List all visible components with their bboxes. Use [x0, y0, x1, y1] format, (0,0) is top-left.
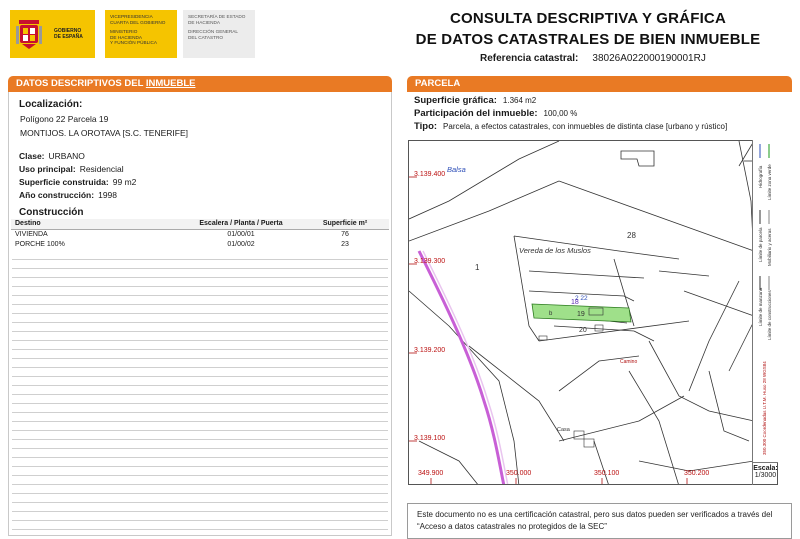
reference-label: Referencia catastral:	[480, 53, 579, 64]
parcel-type-label: Tipo:	[414, 121, 438, 132]
secretaria-line: DE HACIENDA	[188, 19, 221, 25]
graphic-area-value: 1.364 m2	[502, 96, 537, 105]
ministry-line: Y FUNCIÓN PÚBLICA	[110, 40, 158, 46]
label-parcel-28: 28	[627, 231, 636, 240]
government-logo	[10, 10, 95, 58]
parcel-section-title: PARCELA	[415, 78, 461, 89]
ministry-line: VICEPRESIDENCIA	[110, 14, 153, 19]
cell-destino: VIVIENDA	[15, 230, 48, 238]
label-casa: Casa	[557, 427, 570, 433]
section-title-prefix: DATOS DESCRIPTIVOS DEL	[16, 78, 146, 89]
ministry-line: MINISTERIO	[110, 29, 138, 35]
construction-table	[11, 219, 389, 249]
graphic-area-label: Superficie gráfica:	[414, 95, 497, 106]
location-line-2: MONTIJOS. LA OROTAVA [S.C. TENERIFE]	[20, 128, 188, 138]
label-parcel-20: 20	[579, 327, 587, 334]
main-use-field	[19, 164, 124, 174]
label-camino: Camino	[620, 359, 638, 365]
legend-item: Límite de manzana	[758, 287, 763, 326]
class-value: URBANO	[48, 151, 85, 161]
cell-superficie: 23	[341, 240, 349, 248]
cadastral-map-drawing	[409, 141, 778, 485]
scale-value: 1/3000	[754, 472, 777, 479]
legend-item: Límite de construcciones	[767, 290, 772, 340]
label-parcel-19: 19	[577, 311, 585, 318]
legend-item: Mobiliario y aceras	[767, 228, 772, 266]
table-row	[11, 229, 389, 239]
parcel-header	[407, 76, 792, 92]
disclaimer-note: Este documento no es una certificación catastral, pero sus datos pueden ser verificados a través del “Acceso a datos catastrales no protegidos de la SEC”	[407, 503, 792, 539]
label-balsa: Balsa	[447, 165, 466, 174]
reference-value: 38026A022000190001RJ	[592, 53, 706, 64]
x-coord-label: 350.100	[594, 470, 620, 477]
table-row	[11, 239, 389, 249]
y-coord-label: 3.139.300	[414, 258, 446, 265]
built-area-label: Superficie construida:	[19, 177, 109, 187]
map-scale	[752, 462, 778, 485]
column-header-destino: Destino	[11, 219, 181, 229]
gov-line-2: DE ESPAÑA	[54, 34, 83, 40]
built-area-field	[19, 177, 136, 187]
construction-year-label: Año construcción:	[19, 190, 95, 200]
label-parcel-b: b	[549, 311, 553, 317]
secretaria-line: SECRETARÍA DE ESTADO	[188, 14, 246, 19]
map-legend-drawing	[753, 140, 779, 462]
gov-line-1: GOBIERNO	[54, 28, 82, 34]
x-coord-label: 350.000	[506, 470, 532, 477]
x-coord-label: 349.900	[418, 470, 444, 477]
cell-escalera: 01/00/02	[227, 240, 255, 248]
secretaria-line: DIRECCIÓN GENERAL	[188, 29, 239, 35]
legend-item: Hidrografía	[758, 165, 763, 188]
empty-ruled-area	[12, 251, 388, 531]
label-parcel-2-22: 2 22	[575, 295, 588, 302]
class-label: Clase:	[19, 151, 45, 161]
column-header-escalera: Escalera / Planta / Puerta	[181, 219, 301, 229]
cadastral-map[interactable]	[408, 140, 778, 485]
main-use-value: Residencial	[79, 164, 124, 174]
cell-escalera: 01/00/01	[227, 230, 255, 238]
legend-item: Límite de parcela	[758, 227, 763, 262]
secretaria-line: DEL CATASTRO	[188, 34, 224, 40]
coat-of-arms-icon	[16, 18, 42, 50]
utm-note: 350.300 Coordenadas U.T.M. Huso 28 WGS84	[762, 361, 767, 455]
x-coord-label: 350.200	[684, 470, 710, 477]
section-title-highlight: INMUEBLE	[145, 78, 196, 89]
gov-name	[54, 28, 83, 40]
class-field	[19, 151, 85, 161]
scale-label: Escala:	[753, 465, 778, 472]
document-title	[400, 8, 776, 50]
location-line-1: Polígono 22 Parcela 19	[20, 114, 109, 124]
map-legend	[752, 140, 778, 462]
participation-value: 100,00 %	[543, 109, 578, 118]
location-title: Localización:	[19, 99, 83, 110]
road-line	[419, 251, 504, 485]
y-coord-label: 3.139.400	[414, 171, 446, 178]
construction-title: Construcción	[19, 207, 84, 218]
label-vereda: Vereda de los Muslos	[519, 246, 591, 255]
construction-year-value: 1998	[98, 190, 118, 200]
table-header-row	[11, 219, 389, 229]
secretaria-block	[183, 10, 255, 58]
participation-label: Participación del inmueble:	[414, 108, 538, 119]
title-line-1: CONSULTA DESCRIPTIVA Y GRÁFICA	[449, 10, 726, 27]
label-parcel-18: 18	[571, 299, 579, 306]
ministry-block	[105, 10, 177, 58]
y-coord-label: 3.139.100	[414, 435, 446, 442]
document-header	[0, 0, 800, 72]
built-area-value: 99 m2	[112, 177, 137, 187]
legend-item: Límite zona verde	[767, 164, 772, 200]
participation-field	[414, 108, 577, 119]
title-line-2: DE DATOS CATASTRALES DE BIEN INMUEBLE	[415, 31, 761, 48]
column-header-superficie: Superficie m²	[301, 219, 389, 229]
parcel-type-value: Parcela, a efectos catastrales, con inmuebles de distinta clase [urbano y rústico]	[443, 122, 728, 131]
parcel-type-field	[414, 121, 727, 132]
cadastral-reference	[480, 53, 706, 64]
ministry-line: DE HACIENDA	[110, 34, 143, 40]
construction-year-field	[19, 190, 117, 200]
graphic-area-field	[414, 95, 536, 106]
ministry-line: CUARTA DEL GOBIERNO	[110, 19, 166, 25]
cell-superficie: 76	[341, 230, 349, 238]
label-parcel-1: 1	[475, 263, 480, 272]
y-coord-label: 3.139.200	[414, 347, 446, 354]
cell-destino: PORCHE 100%	[15, 240, 65, 248]
descriptive-data-header	[8, 76, 392, 92]
main-use-label: Uso principal:	[19, 164, 76, 174]
